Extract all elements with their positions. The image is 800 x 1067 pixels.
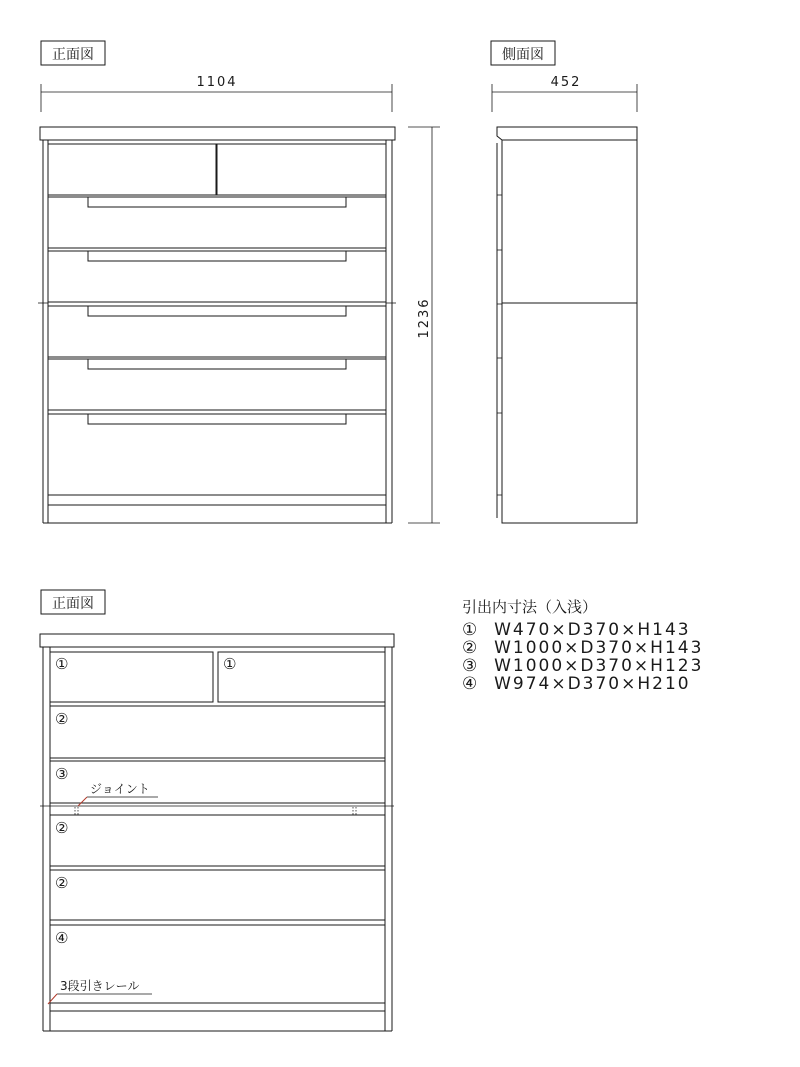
height-dimension-value: 1236 bbox=[417, 297, 432, 339]
spec-row bbox=[462, 657, 703, 675]
drawer-2c bbox=[50, 870, 385, 920]
drawer-2 bbox=[48, 197, 386, 248]
spec-text: W1000×D370×H143 bbox=[494, 638, 704, 658]
cabinet-side bbox=[497, 127, 637, 523]
drawer-5 bbox=[48, 359, 386, 410]
top-board bbox=[40, 127, 395, 140]
drawer-3 bbox=[48, 251, 386, 302]
side-view bbox=[491, 41, 637, 523]
drawer-marker: ② bbox=[55, 819, 69, 837]
spec-text: W470×D370×H143 bbox=[494, 620, 691, 640]
depth-dimension bbox=[492, 75, 637, 112]
width-dimension-value: 1104 bbox=[196, 75, 238, 90]
handle bbox=[88, 359, 346, 369]
spec-mark: ② bbox=[462, 638, 480, 658]
spec-text: W1000×D370×H123 bbox=[494, 656, 704, 676]
spec-row bbox=[462, 639, 703, 657]
depth-dimension-value: 452 bbox=[550, 75, 582, 90]
handle bbox=[88, 251, 346, 261]
drawer-marker: ② bbox=[55, 874, 69, 892]
drawer-top-left bbox=[48, 144, 216, 195]
spec-title: 引出内寸法（入浅） bbox=[462, 598, 598, 616]
drawer-2b bbox=[50, 815, 385, 866]
spec-text: W974×D370×H210 bbox=[494, 674, 691, 694]
joint-marks bbox=[75, 807, 356, 815]
joint-label: ジョイント bbox=[90, 782, 150, 796]
cabinet-front-top bbox=[38, 127, 396, 523]
spec-mark: ① bbox=[462, 620, 480, 640]
rail-label: 3段引きレール bbox=[60, 979, 140, 993]
side-view-label: 側面図 bbox=[502, 47, 544, 63]
drawer-marker: ④ bbox=[55, 929, 69, 947]
drawer-marker: ① bbox=[223, 655, 237, 673]
front-view-bottom bbox=[40, 590, 394, 1031]
front-view-top bbox=[38, 41, 440, 523]
joint-annotation bbox=[78, 782, 158, 806]
drawer-top-right bbox=[217, 144, 386, 195]
drawer-marker: ② bbox=[55, 710, 69, 728]
spec-mark: ③ bbox=[462, 656, 480, 676]
front-view-bottom-label: 正面図 bbox=[52, 596, 94, 612]
drawer-marker: ① bbox=[55, 655, 69, 673]
handle bbox=[88, 197, 346, 207]
front-view-label: 正面図 bbox=[52, 47, 94, 63]
drawer-6 bbox=[48, 414, 386, 495]
drawer-1a bbox=[50, 652, 213, 702]
spec-row bbox=[462, 621, 691, 639]
drawer-marker: ③ bbox=[55, 765, 69, 783]
handle bbox=[88, 414, 346, 424]
handle bbox=[88, 306, 346, 316]
width-dimension bbox=[41, 75, 392, 112]
cabinet-front-bottom bbox=[40, 634, 394, 1031]
drawer-4 bbox=[48, 306, 386, 357]
rail-annotation bbox=[48, 978, 152, 1004]
drawer-1b bbox=[218, 652, 385, 702]
spec-row bbox=[462, 675, 691, 693]
height-dimension bbox=[408, 127, 440, 523]
spec-mark: ④ bbox=[462, 674, 480, 694]
drawer-2a bbox=[50, 706, 385, 758]
